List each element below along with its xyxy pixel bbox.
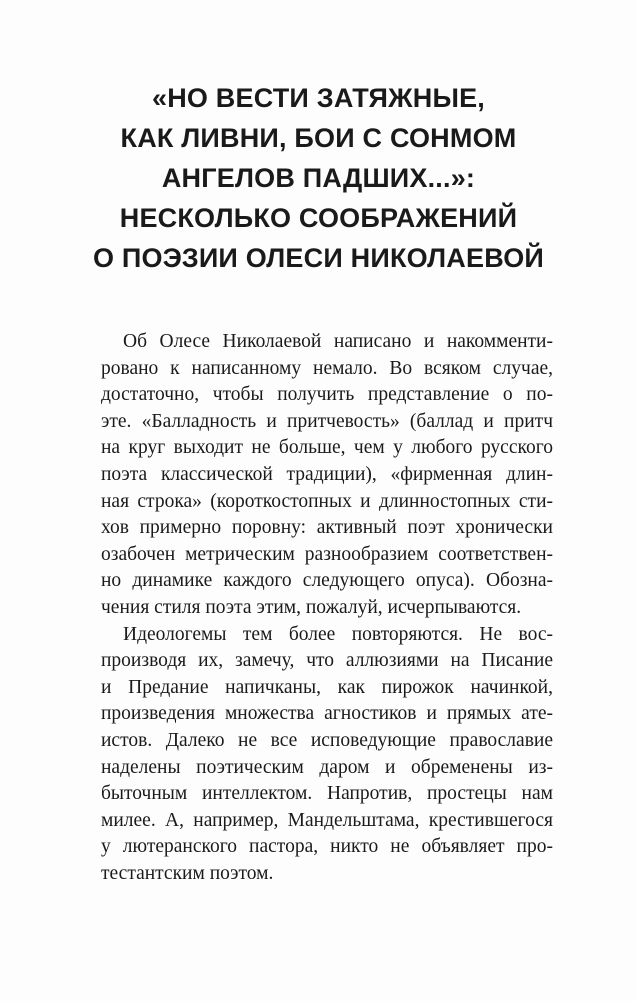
title-line: АНГЕЛОВ ПАДШИХ...»: <box>161 163 476 193</box>
text-line: быточным интеллектом. Напротив, простецы нам <box>101 783 553 805</box>
text-line: милее. А, например, Мандельштама, крестившегося <box>101 809 553 831</box>
body-text <box>101 329 553 887</box>
title-line: О ПОЭЗИИ ОЛЕСИ НИКОЛАЕВОЙ <box>92 243 545 273</box>
paragraph-1 <box>101 329 553 622</box>
text-line: Об Олесе Николаевой написано и накомменти- <box>123 331 553 352</box>
title-line: КАК ЛИВНИ, БОИ С СОНМОМ <box>120 123 517 153</box>
text-line: озабочен метрическим разнообразием соответствен- <box>101 543 553 565</box>
text-line: достаточно, чтобы получить представление о по- <box>101 384 553 406</box>
text-line: истов. Далеко не все исповедующие православие <box>101 729 553 751</box>
text-line: у лютеранского пастора, никто не объявляет про- <box>101 836 553 858</box>
text-line: хов примерно поровну: активный поэт хронически <box>101 517 553 539</box>
text-line: и Предание напичканы, как пирожок начинкой, <box>101 676 553 698</box>
title-line: «НО ВЕСТИ ЗАТЯЖНЫЕ, <box>151 83 485 113</box>
text-line: но динамике каждого следующего опуса). Обозна- <box>101 570 553 592</box>
chapter-title <box>60 78 577 278</box>
text-line: ровано к написанному немало. Во всяком случае, <box>101 357 553 379</box>
text-line: произведения множества агностиков и прямых ате- <box>101 703 553 725</box>
text-line: тестантским поэтом. <box>101 862 274 884</box>
text-line: наделены поэтическим даром и обременены из- <box>101 756 553 778</box>
title-line: НЕСКОЛЬКО СООБРАЖЕНИЙ <box>119 203 518 233</box>
text-line: чения стиля поэта этим, пожалуй, исчерпываются. <box>101 596 522 618</box>
text-line: Идеологемы тем более повторяются. Не вос- <box>123 623 553 645</box>
text-line: производя их, замечу, что аллюзиями на Писание <box>101 650 553 672</box>
text-line: поэта классической традиции), «фирменная длин- <box>101 463 553 485</box>
text-line: на круг выходит не больше, чем у любого русского <box>101 437 553 459</box>
text-line: эте. «Балладность и притчевость» (баллад и притч <box>101 410 553 432</box>
paragraph-2 <box>101 622 553 888</box>
text-line: ная строка» (короткостопных и длинностопных сти- <box>101 490 553 512</box>
